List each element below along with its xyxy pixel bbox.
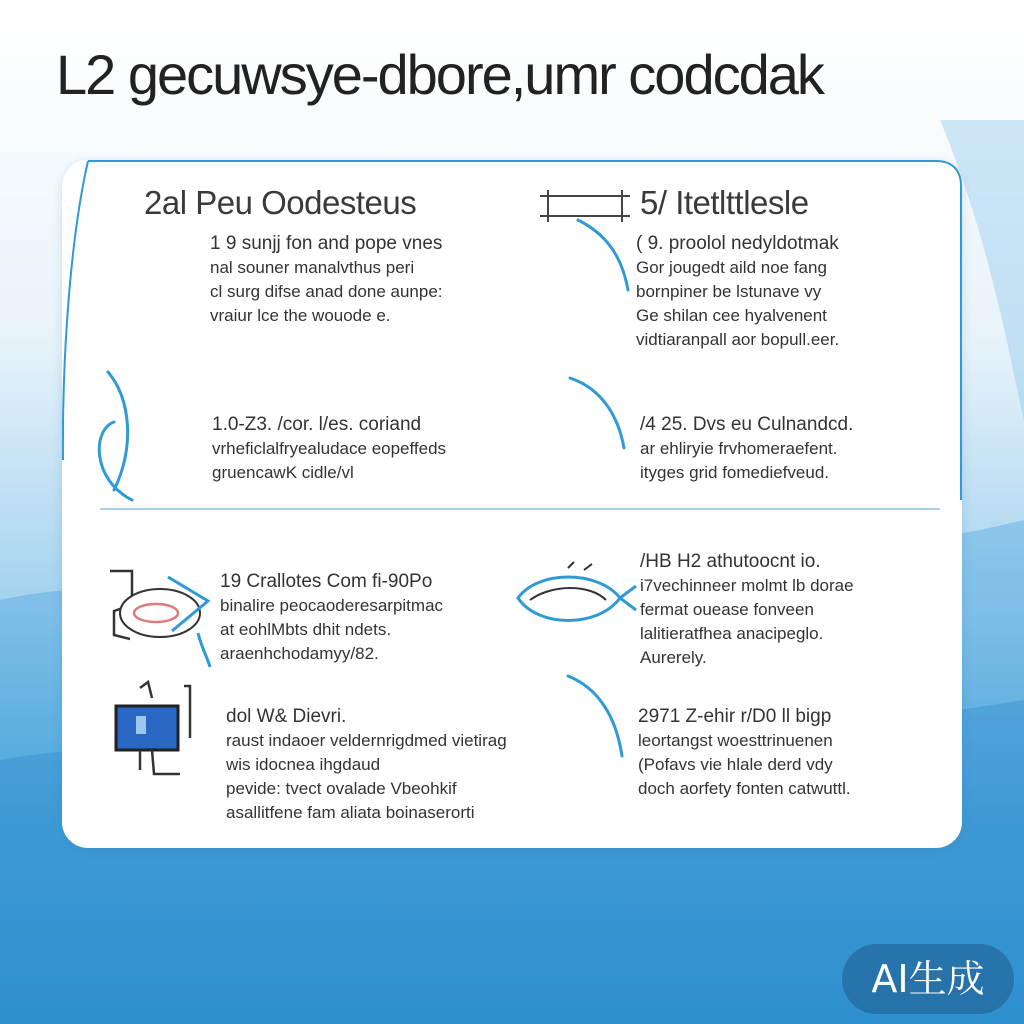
left-heading: 2al Peu Oodesteus: [144, 184, 417, 221]
text-block-1: 1 9 sunjj fon and pope vnes nal souner manalvthus peri cl surg difse anad done aunpe: vraiur lce the wouode e.: [210, 233, 443, 325]
text-block-4: /4 25. Dvs eu Culnandcd. ar ehliryie frvhomeraefent. ityges grid fomediefveud.: [640, 414, 854, 482]
text-block-2: ( 9. proolol nedyldotmak Gor jougedt aild noe fang bornpiner be lstunave vy Ge shilan cee hyalvenent vidtiaranpall aor bopull.eer.: [636, 233, 840, 349]
text-block-8: 2971 Z-ehir r/D0 ll bigp leortangst woesttrinuenen (Pofavs vie hlale derd vdy doch aorfety fonten catwuttl.: [638, 706, 851, 798]
text-block-7: dol W& Dievri. raust indaoer veldernrigdmed vietirag wis idocnea ihgdaud pevide: tvect ovalade Vbeohkif asallitfene fam aliata boinaserorti: [226, 706, 507, 822]
right-heading: 5/ Itetlttlesle: [640, 184, 809, 221]
text-block-6: /HB H2 athutoocnt io. i7vechinneer molmt lb dorae fermat ouease fonveen lalitieratfhea anacipeglo. Aurerely.: [640, 551, 854, 667]
text-block-3: 1.0-Z3. /cor. l/es. coriand vrheficlalfryealudace eopeffeds gruencawK cidle/vl: [212, 414, 447, 482]
page-title: L2 gecuwsye-dbore,umr codcdak: [56, 43, 823, 106]
text-block-5: 19 Crallotes Com fi-90Po binalire peocaoderesarpitmac at eohlMbts dhit ndets. araenhchodamyy/82.: [220, 571, 444, 663]
ai-generated-badge: AI生成: [842, 944, 1014, 1014]
card-outline: [62, 160, 962, 848]
